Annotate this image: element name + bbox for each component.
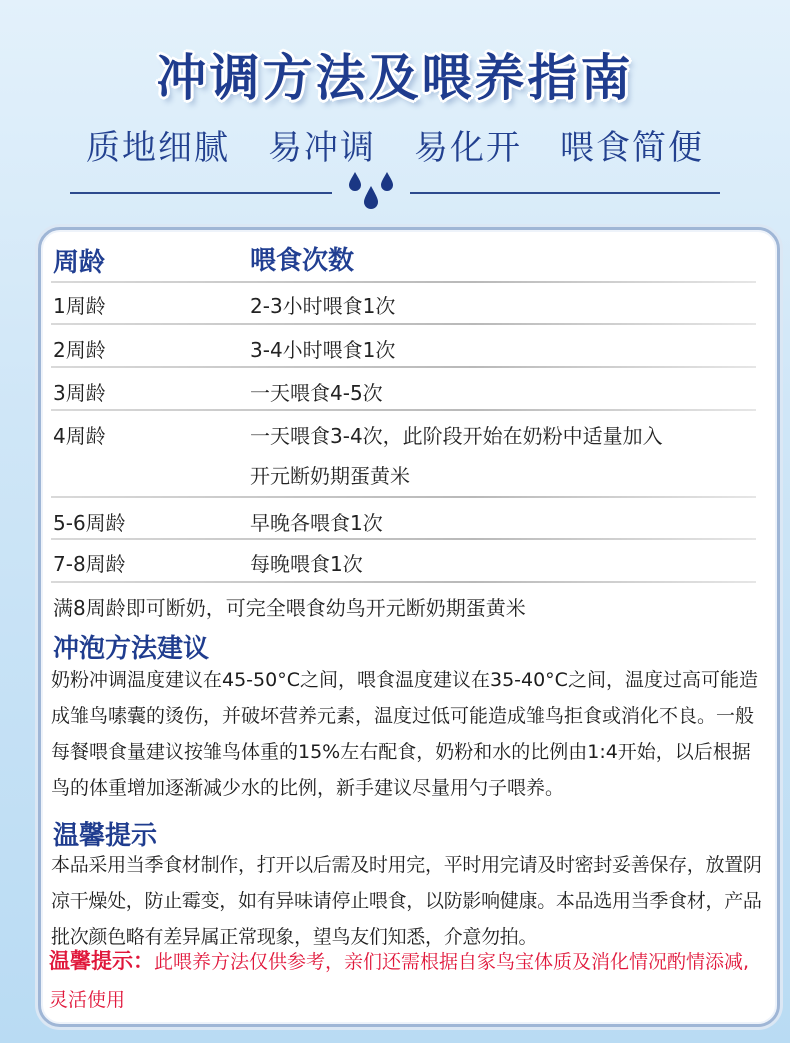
row-divider <box>51 496 756 498</box>
feeding-cell: 2-3小时喂食1次 <box>250 294 396 318</box>
age-cell: 7-8周龄 <box>53 552 126 576</box>
row-divider <box>51 538 756 540</box>
age-cell: 3周龄 <box>53 381 106 405</box>
tips-text: 本品采用当季食材制作，打开以后需及时用完，平时用完请及时密封妥善保存，放置阴凉干燥处，防止霉变，如有异味请停止喂食，以防影响健康。本品选用当季食材，产品批次颜色略有差异属正常现象，望鸟友们知悉，介意勿拍。 <box>51 854 762 948</box>
header-feeding: 喂食次数 <box>250 246 355 276</box>
feature-item: 喂食简便 <box>560 128 704 168</box>
feeding-cell: 一天喂食4-5次 <box>250 381 383 405</box>
row-divider <box>51 409 756 411</box>
row-divider <box>51 581 756 583</box>
warning-text: 此喂养方法仅供参考，亲们还需根据自家鸟宝体质及消化情况酌情添减,灵活使用 <box>49 951 750 1011</box>
row-divider <box>51 323 756 325</box>
feeding-cell: 每晚喂食1次 <box>250 552 363 576</box>
feature-list <box>0 120 790 169</box>
weaning-note: 满8周龄即可断奶，可完全喂食幼鸟开元断奶期蛋黄米 <box>53 596 526 620</box>
row-divider <box>51 281 756 283</box>
warning-note <box>49 942 764 1019</box>
feature-item: 易冲调 <box>268 128 376 168</box>
divider-right <box>410 192 720 194</box>
row-divider <box>51 366 756 368</box>
header-age: 周龄 <box>53 248 106 278</box>
tips-heading: 温馨提示 <box>53 821 158 851</box>
guide-card <box>38 227 780 1027</box>
age-cell: 1周龄 <box>53 294 106 318</box>
feeding-cell: 一天喂食3-4次，此阶段开始在奶粉中适量加入 <box>250 424 663 448</box>
age-cell: 4周龄 <box>53 424 106 448</box>
method-heading: 冲泡方法建议 <box>53 634 210 664</box>
feeding-cell: 3-4小时喂食1次 <box>250 338 396 362</box>
warning-label: 温馨提示： <box>49 949 154 973</box>
water-drops-icon <box>343 168 399 216</box>
age-cell: 5-6周龄 <box>53 511 126 535</box>
age-cell: 2周龄 <box>53 338 106 362</box>
feature-item: 质地细腻 <box>86 128 230 168</box>
feeding-cell: 早晚各喂食1次 <box>250 511 383 535</box>
feature-item: 易化开 <box>414 128 522 168</box>
feeding-cell-continued: 开元断奶期蛋黄米 <box>250 464 410 488</box>
page-title: 冲调方法及喂养指南 <box>156 49 634 107</box>
divider-left <box>70 192 332 194</box>
method-text: 奶粉冲调温度建议在45-50°C之间，喂食温度建议在35-40°C之间，温度过高可能造成雏鸟嗉囊的烫伤，并破坏营养元素，温度过低可能造成雏鸟拒食或消化不良。一般每餐喂食量建议按雏鸟体重的15%左右配食，奶粉和水的比例由1:4开始，以后根据鸟的体重增加逐渐减少水的比例，新手建议尽量用勺子喂养。 <box>51 669 758 799</box>
